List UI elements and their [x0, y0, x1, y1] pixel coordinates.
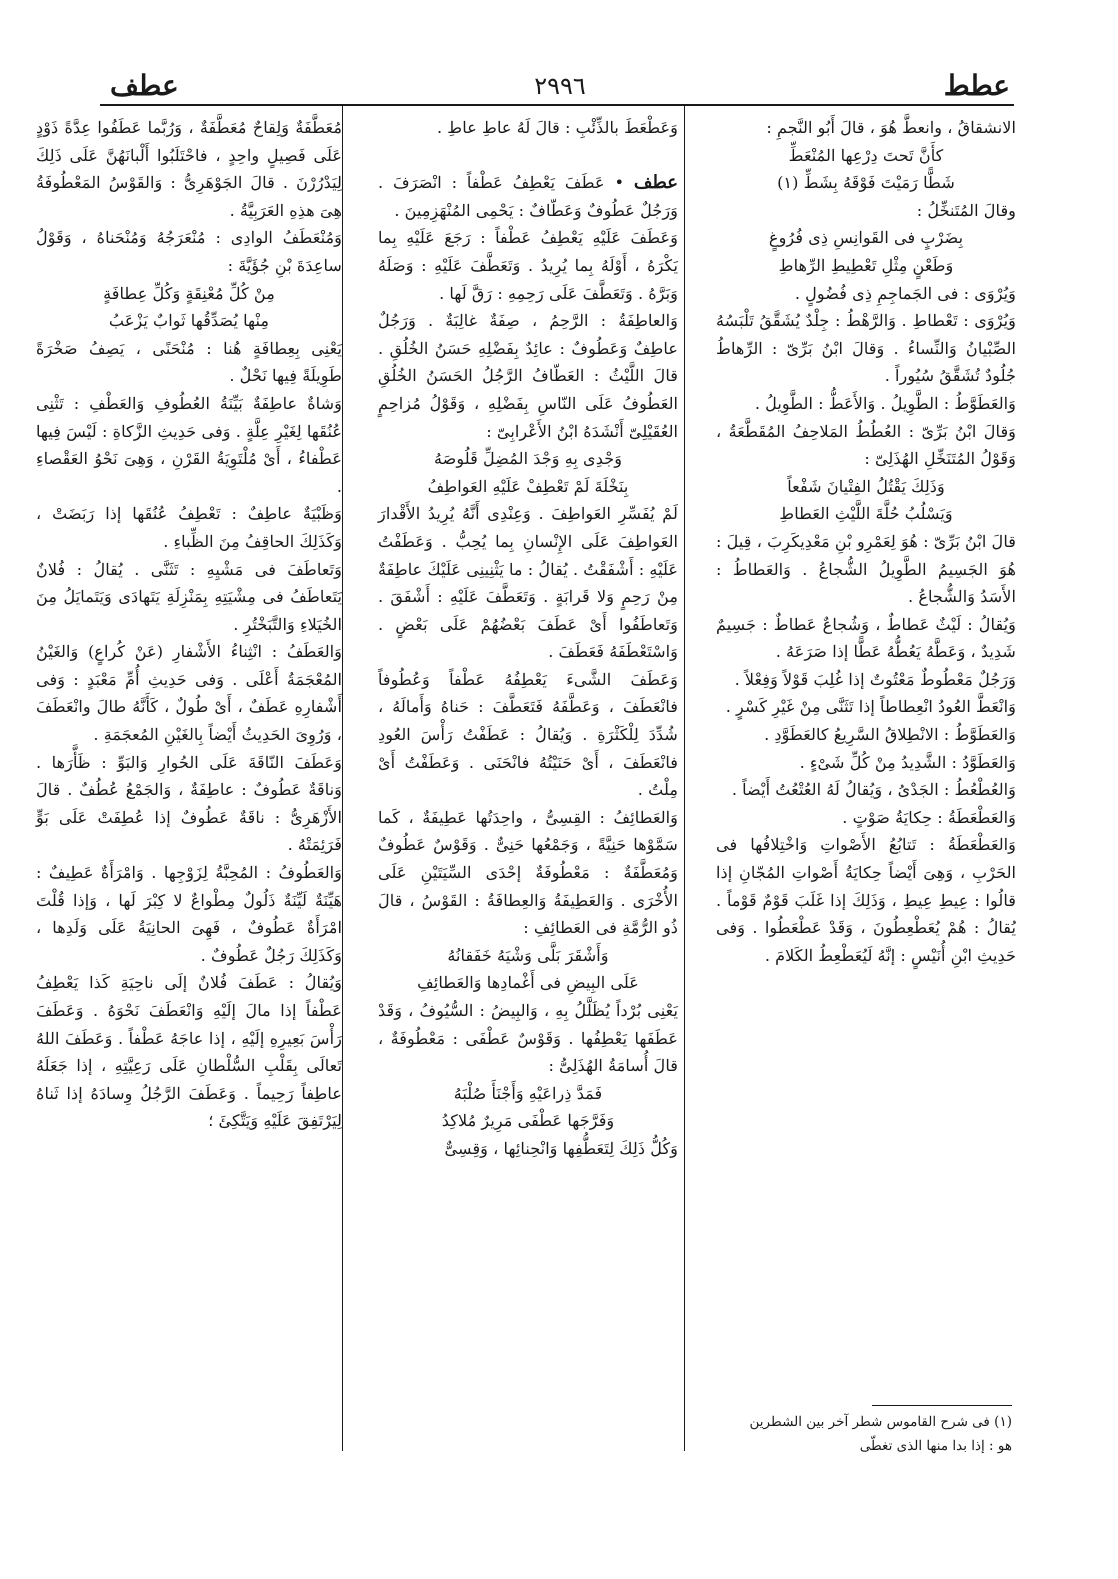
spacer: [378, 142, 678, 170]
paragraph: وَالعُطْعُطُ : الجَدْىُ ، وَيُقالُ لَهُ العُتْعُتُ أَيْضاً .: [731, 780, 1016, 800]
header-rule: [100, 104, 1014, 106]
paragraph: وقالَ المُتَنخِّلُ :: [916, 200, 1016, 220]
paragraph: وَيُقالُ : لَيْثٌ عَطاطٌ ، وَشُجاعٌ عَطاطٌ : جَسِيمٌ شَدِيدٌ ، وَعَطَّهُ يَعُطُّهُ عَطًّا إذا صَرَعَهُ .: [716, 614, 1016, 662]
running-headword-right: عطط: [943, 69, 1010, 102]
page-header: [110, 66, 1010, 106]
paragraph: وَالعَطَوَّطُ : الطَّوِيلُ . وَالأَعَطُّ : الطَّوِيلُ .: [754, 393, 1016, 413]
paragraph: وَالعاطِفَةُ : الرَّحِمُ ، صِفَةٌ غالِبَةٌ . وَرَجُلٌ عاطِفٌ وَعَطُوفٌ : عائِدٌ بِفَضْلِهِ حَسَنُ الخُلُقِ . قالَ اللَّيْثُ : العَطّافُ الرَّجُلُ الحَسَنُ الخُلُقِ العَطُوفُ عَلَى النّاسِ بِفَضْلِهِ ، وَقَوْلُ مُزاحِمٍ العُقَيْلِىّ أَنْشَدَهُ ابْنُ الأَعْرابِىّ :: [378, 311, 678, 441]
paragraph: وَيُقالُ : عَطَفَ فُلانٌ إلَى ناحِيَةِ كَذا يَعْطِفُ عَطْفاً إذا مالَ إلَيْهِ وَانْعَطَفَ نَحْوَهُ . وَعَطَفَ رَأْسَ بَعِيرِهِ إلَيْهِ ، إذا عاجَهُ عَطْفاً . وَعَطَفَ اللهُ تَعالَى بِقَلْبِ السُّلْطانِ عَلَى رَعِيَّتِهِ ، إذا جَعَلَهُ عاطِفاً رَحِيماً . وَعَطَفَ الرَّجُلُ وِسادَهُ إذا ثَناهُ لِيَرْتَفِقَ عَلَيْهِ وَيَتَّكِئَ ؛: [36, 973, 342, 1131]
paragraph: وَشاةٌ عاطِفَةٌ بَيِّنَةُ العُطُوفِ وَالعَطْفِ : تَثْنِى عُنُقَها لِغَيْرِ عِلَّةٍ . وَفى حَدِيثِ الزَّكاةِ : لَيْسَ فِيها عَطْفاءُ ، أَىْ مُلْتَوِيَةُ القَرْنِ ، وَهِىَ نَحْوُ العَقْصاءِ .: [36, 393, 342, 496]
verse-line: بِضَرْبٍ فى القَوانِسِ ذِى فُرُوغٍ: [768, 228, 964, 248]
paragraph: لَمْ يُفَسِّرِ العَواطِفَ . وَعِنْدِى أَنَّهُ يُرِيدُ الأَقْدارَ العَواطِفَ عَلَى الإِنْسانِ بِما يُحِبُّ . وَعَطَفْتُ عَلَيْهِ : أَشْفَقْتُ . يُقالُ : ما يَثْنِينِى عَلَيْكَ عاطِفَةٌ مِنْ رَحِمٍ وَلا قَرابَةٍ . وَتَعَطَّفَ عَلَيْهِ : أَشْفَقَ . وَتَعاطَفُوا أَىْ عَطَفَ بَعْضُهُمْ عَلَى بَعْضٍ . وَاسْتَعْطَفَهُ فَعَطَفَ .: [378, 504, 678, 662]
verse-line: شَطًّا رَمَيْتَ فَوْقَهُ بِشَطِّ (١): [777, 173, 955, 193]
paragraph: وَعَطَفَ النّاقَةَ عَلَى الحُوارِ وَالبَوِّ : ظَأَّرَها . وَناقَةٌ عَطُوفٌ : عاطِفَةٌ ، وَالجَمْعُ عُطُفٌ . قالَ الأَزْهَرِىُّ : ناقَةٌ عَطُوفٌ إذا عُطِفَتْ عَلَى بَوٍّ فَرَئِمَتْهُ .: [36, 752, 342, 855]
paragraph: وَعَطَفَ الشَّىءَ يَعْطِفُهُ عَطْفاً وَعُطُوفاً فانْعَطَفَ ، وَعَطَّفَهُ فَتَعَطَّفَ : حَناهُ وَأَمالَهُ ، شُدِّدَ لِلْكَثْرَةِ . وَيُقالُ : عَطَفْتُ رَأْسَ العُودِ فانْعَطَفَ ، أَىْ حَنَيْتُهُ فانْحَنَى . وَعَطَفْتُ أَىْ مِلْتُ .: [378, 669, 678, 800]
paragraph: وَالعَطُوفُ : المُحِبَّةُ لِزَوْجِها . وَامْرَأَةٌ عَطِيفٌ : هَيِّنَةٌ لَيِّنَةٌ ذَلُولٌ مِطْواعٌ لا كِبْرَ لَها ، وَإذا قُلْتَ امْرَأَةٌ عَطُوفٌ ، فَهِىَ الحانِيَةُ عَلَى وَلَدِها ، وَكَذَلِكَ رَجُلٌ عَطُوفٌ .: [36, 863, 342, 965]
paragraph: وَانْعَطَّ العُودُ انْعِطاطاً إذا تَثَنَّى مِنْ غَيْرِ كَسْرٍ .: [725, 697, 1016, 717]
verse-line: وَطَعْنٍ مِثْلِ تَعْطِيطِ الرِّهاطِ: [778, 255, 954, 275]
entry-headword: عطف: [633, 172, 678, 194]
verse-line: وَفَرَّجَها عَطْفَى مَرِيرٌ مُلاكِدُ: [441, 1111, 615, 1131]
verse-line: فَمَدَّ ذِراعَيْهِ وَأَجْنَأَ صُلْبَهُ: [453, 1083, 603, 1103]
paragraph: وَعَطْعَطَ بالذِّئْبِ : قالَ لَهُ عاطِ عاطِ .: [437, 118, 678, 137]
verse-line: مِنْها يُصَدِّقُها ثَوابٌ يَزْعَبُ: [108, 311, 270, 331]
paragraph: وَقالَ ابْنُ بَرِّىّ : العُطُطُ المَلاحِفُ المُقَطَّعَةُ ، وَقَوْلُ المُتَنَخِّلِ الهُذَلِىّ :: [716, 421, 1016, 469]
verse-line: عَلَى البِيضِ فى أَغْمادِها وَالعَطائِفِ: [417, 973, 639, 993]
paragraph: يَعْنِى بِعِطافَةٍ هُنا : مُنْحَنًى ، يَصِفُ صَخْرَةً طَوِيلَةً فِيها نَحْلٌ .: [36, 338, 342, 386]
verse-line: وَأَشْقَرَ بَلَّى وَشْيَهُ خَفَقانُهُ: [447, 945, 609, 965]
paragraph: وَالعَطْعَطَةُ : حِكايَةُ صَوْتٍ .: [842, 807, 1016, 827]
verse-line: وَجْدِى بِهِ وَجْدَ المُضِلِّ قَلُوصَهُ: [433, 449, 623, 469]
verse-line: مِنْ كُلِّ مُعْنِقَةٍ وَكُلِّ عِطافَةٍ: [103, 283, 275, 303]
paragraph: وَكُلُّ ذَلِكَ لِتَعَطُّفِها وَانْحِنائِها ، وَقِسِىٌّ: [444, 1138, 678, 1158]
paragraph: وَيُرْوَى : تَعْطاطِ . وَالرَّهْطُ : جِلْدٌ يُشَقَّقُ تَلْبَسُهُ الصِّبْيانُ وَالنِّساءُ . وَقالَ ابْنُ بَرِّىّ : الرِّهاطُ جُلُودٌ تُشَقَّقُ سُيُوراً .: [716, 311, 1016, 386]
column-right: [716, 114, 1016, 969]
paragraph: مُعَطَّفَةٌ وَلِقاحٌ مُعَطَّفَةٌ ، وَرُبَّما عَطَفُوا عِدَّةً ذَوْدٍ عَلَى فَصِيلٍ واحِدٍ ، فاحْتَلَبُوا أَلْبانَهُنَّ عَلَى ذَلِكَ لِيَدْرُرْنَ . قالَ الجَوْهَرِىُّ : وَالقَوْسُ المَعْطُوفَةُ هِىَ هذِهِ العَرَبِيَّةُ .: [36, 118, 342, 220]
paragraph: قالَ ابْنُ بَرِّىّ : هُوَ لِعَمْرِو بْنِ مَعْدِيكَرِبَ ، قِيلَ : هُوَ الجَسِيمُ الطَّوِيلُ الشُّجاعُ . وَالعَطاطُ : الأَسَدُ وَالشُّجاعُ .: [716, 531, 1016, 607]
paragraph: وَالعَطَفُ : انْثِناءُ الأَشْفارِ (عَنْ كُراعٍ) وَالغَيْنُ المُعْجَمَةُ أَعْلَى . وَفى حَدِيثِ أُمِّ مَعْبَدٍ : وَفى أَشْفارِهِ عَطَفٌ ، أَىْ طُولٌ ، كَأَنَّهُ طالَ وانْعَطَفَ ، وَرُوِىَ الحَدِيثُ أَيْضاً بِالغَيْنِ المُعجَمَةِ .: [36, 642, 342, 745]
paragraph: وَتَعاطَفَ فى مَشْيِهِ : تَثَنَّى . يُقالُ : فُلانٌ يَتَعاطَفُ فى مِشْيَتِهِ بِمَنْزِلَةِ يَتَهادَى وَيَتَمايَلُ مِنَ الخُيَلاءِ وَالتَّبَخْتُرِ .: [36, 559, 342, 634]
paragraph: وَالعَطائِفُ : القِسِىُّ ، واحِدَتُها عَطِيفَةٌ ، كَما سَمَّوْها حَنِيَّةً ، وَجَمْعُها حَنِىٌّ . وَقَوْسٌ عَطُوفٌ وَمُعَطَّفَةٌ : مَعْطُوفَةٌ إحْدَى السِّيَتَيْنِ عَلَى الأُخْرَى . وَالعَطِيفَةُ وَالعِطافَةُ : القَوْسُ ، قالَ ذُو الرُّمَّةِ فى العَطائِفِ :: [378, 807, 678, 938]
paragraph: يَعْنِى بُرْداً يُظَلَّلُ بِهِ ، وَالبِيضُ : السُّيُوفُ ، وَقَدْ عَطَفَها يَعْطِفُها . وَقَوْسٌ عَطْفَى : مَعْطُوفَةٌ ، قالَ أُسامَةُ الهُذَلِىُّ :: [378, 1001, 678, 1076]
paragraph: وَرَجُلٌ مَعْطُوطٌ مَعْتُوتٌ إذا غُلِبَ قَوْلاً وَفِعْلاً .: [734, 669, 1016, 689]
page-number: ٢٩٩٦: [534, 72, 586, 100]
footnote-line: هو : إذا بدا منها الذى تغطّى: [859, 1438, 1012, 1454]
running-headword-left: عطف: [110, 69, 179, 102]
paragraph: وَالعَطْعَطَةُ : تَتابُعُ الأَصْواتِ وَاخْتِلافُها فى الحَرْبِ ، وَهِىَ أَيْضاً حِكايَةُ أَصْواتِ المُجّانِ إذا قالُوا : عِيطِ عِيطِ ، وَذَلِكَ إذا غَلَبَ قَوْمٌ قَوْماً . يُقالُ : هُمْ يُعَطْعِطُونَ ، وَقَدْ عَطْعَطُوا . وَفى حَدِيثِ ابْنِ أُنَيْسٍ : إنَّهُ لَيُعَطْعِطُ الكَلامَ .: [716, 835, 1016, 965]
paragraph: الانشقاقُ ، وانعطَّ هُوَ ، قالَ أَبُو النَّجمِ :: [766, 118, 1016, 137]
paragraph: وَالعَطَوَّطُ : الانْطِلاقُ السَّرِيعُ كالعَطَوَّدِ .: [764, 725, 1016, 745]
verse-line: وَيَسْلُبُ حُلَّةَ اللَّيْثِ العَطاطِ: [779, 504, 953, 524]
verse-line: بِنَخْلَةَ لَمْ تَعْطِفْ عَلَيْهِ العَواطِفُ: [427, 476, 629, 496]
footnote-rule: [872, 1405, 1012, 1406]
verse-line: وَذَلِكَ يَقْتُلُ الفِتْيانَ شَفْعاً: [787, 476, 945, 496]
verse-line: كأَنَّ تَحتَ دِرْعِها المُنْعَطِّ: [788, 145, 944, 165]
paragraph: وَالعَطَوَّدُ : الشَّدِيدُ مِنْ كُلِّ شَىْءٍ .: [799, 752, 1016, 772]
paragraph: وَمُنْعَطَفُ الوادِى : مُنْعَرَجُهُ وَمُنْحَناهُ ، وَقَوْلُ ساعِدَةَ بْنِ جُؤَيَّةَ :: [36, 228, 342, 275]
column-middle: [378, 114, 678, 1163]
entry-paragraph: عطف • عَطَفَ يَعْطِفُ عَطْفاً : انْصَرَفَ . وَرَجُلٌ عَطُوفٌ وَعَطّافٌ : يَحْمِى المُنْهَزِمِينَ .: [378, 172, 678, 220]
paragraph: وَظَبْيَةٌ عاطِفٌ : تَعْطِفُ عُنُقَها إذا رَبَضَتْ ، وَكَذَلِكَ الحاقِفُ مِنَ الظِّباءِ .: [36, 504, 342, 551]
column-left: [36, 114, 342, 1135]
footnote: [712, 1410, 1012, 1458]
paragraph: وَيُرْوَى : فى الجَماجِمِ ذِى فُضُولٍ .: [794, 283, 1016, 303]
column-divider: [684, 106, 685, 1451]
footnote-line: (١) فى شرح القاموس شطر آخر بين الشطرين: [749, 1414, 1012, 1430]
paragraph: وَعَطَفَ عَلَيْهِ يَعْطِفُ عَطْفاً : رَجَعَ عَلَيْهِ بِما يَكْرَهُ ، أَوْلَهُ بِما يُرِيدُ . وَتَعَطَّفَ عَلَيْهِ : وَصَلَهُ وَبَرَّهُ . وَتَعَطَّفَ عَلَى رَحِمِهِ : رَقَّ لَها .: [378, 228, 678, 303]
column-divider: [342, 106, 343, 1451]
